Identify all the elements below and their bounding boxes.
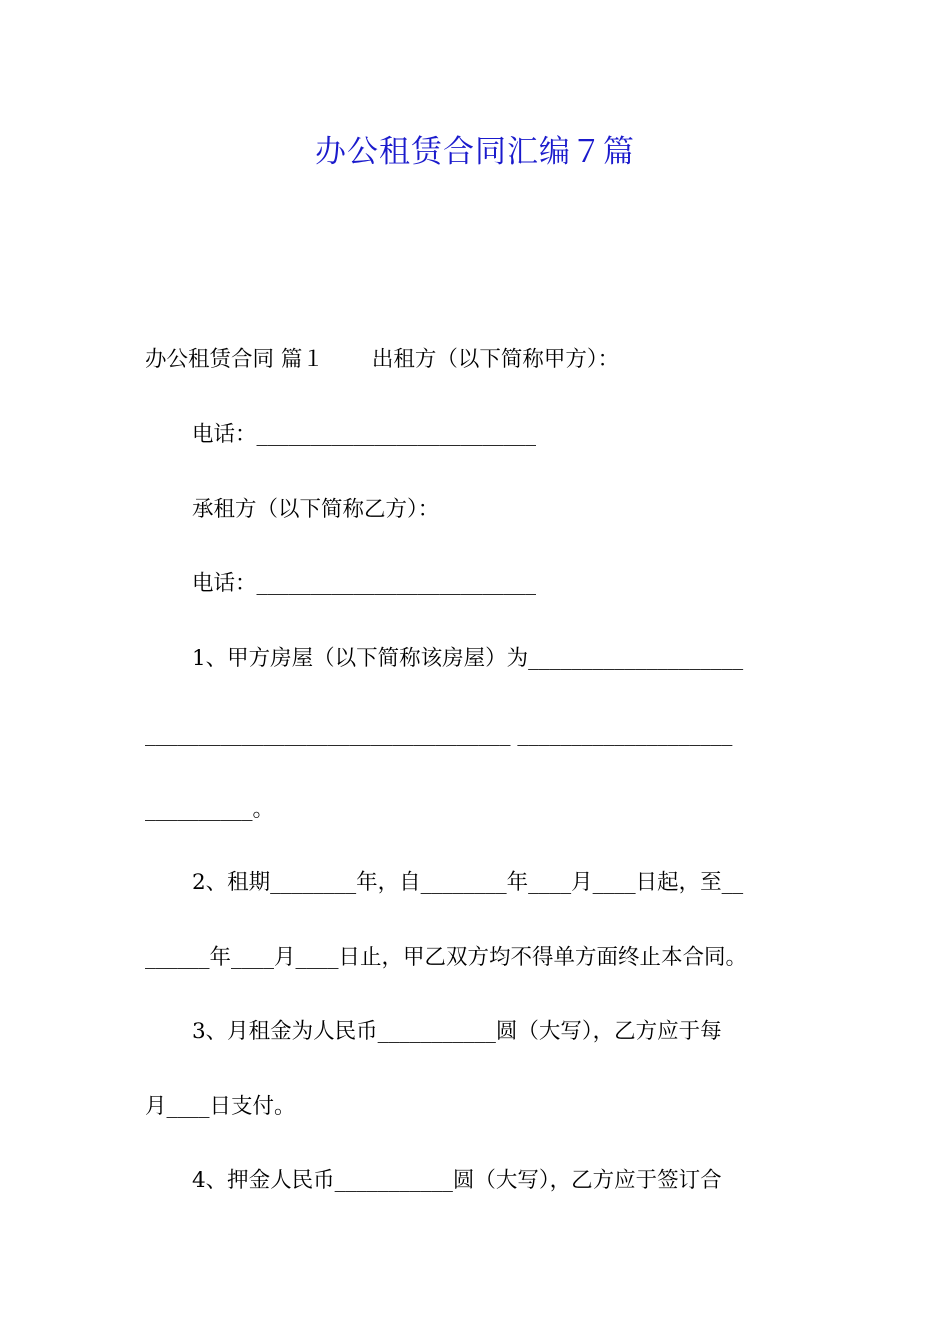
contract-heading-line bbox=[145, 340, 810, 380]
clause-1-line-2: __________________________________ ____________________ bbox=[145, 722, 733, 747]
lessee-label-line: 承租方（以下简称乙方）： bbox=[192, 497, 440, 522]
clause-1-line-3: __________。 bbox=[145, 797, 275, 822]
clause-1-line-1: 1、甲方房屋（以下简称该房屋）为____________________ bbox=[192, 646, 744, 671]
clause-4-line-1: 4、押金人民币___________圆（大写），乙方应于签订合 bbox=[192, 1168, 722, 1193]
document-title: 办公租赁合同汇编７篇 bbox=[315, 134, 635, 170]
clause-3-line-1: 3、月租金为人民币___________圆（大写），乙方应于每 bbox=[192, 1019, 722, 1044]
clause-2-line-2: ______年____月____日止，甲乙双方均不得单方面终止本合同。 bbox=[145, 945, 748, 970]
contract-heading: 办公租赁合同 篇１ bbox=[145, 347, 324, 372]
clause-2-line-1: 2、租期________年，自________年____月____日起，至__ bbox=[192, 870, 744, 895]
clause-3-line-2: 月____日支付。 bbox=[145, 1094, 296, 1119]
lessor-label: 出租方（以下简称甲方）： bbox=[371, 347, 620, 372]
lessee-phone-line: 电话：__________________________ bbox=[192, 571, 537, 596]
lessor-phone-line: 电话：__________________________ bbox=[192, 422, 537, 447]
